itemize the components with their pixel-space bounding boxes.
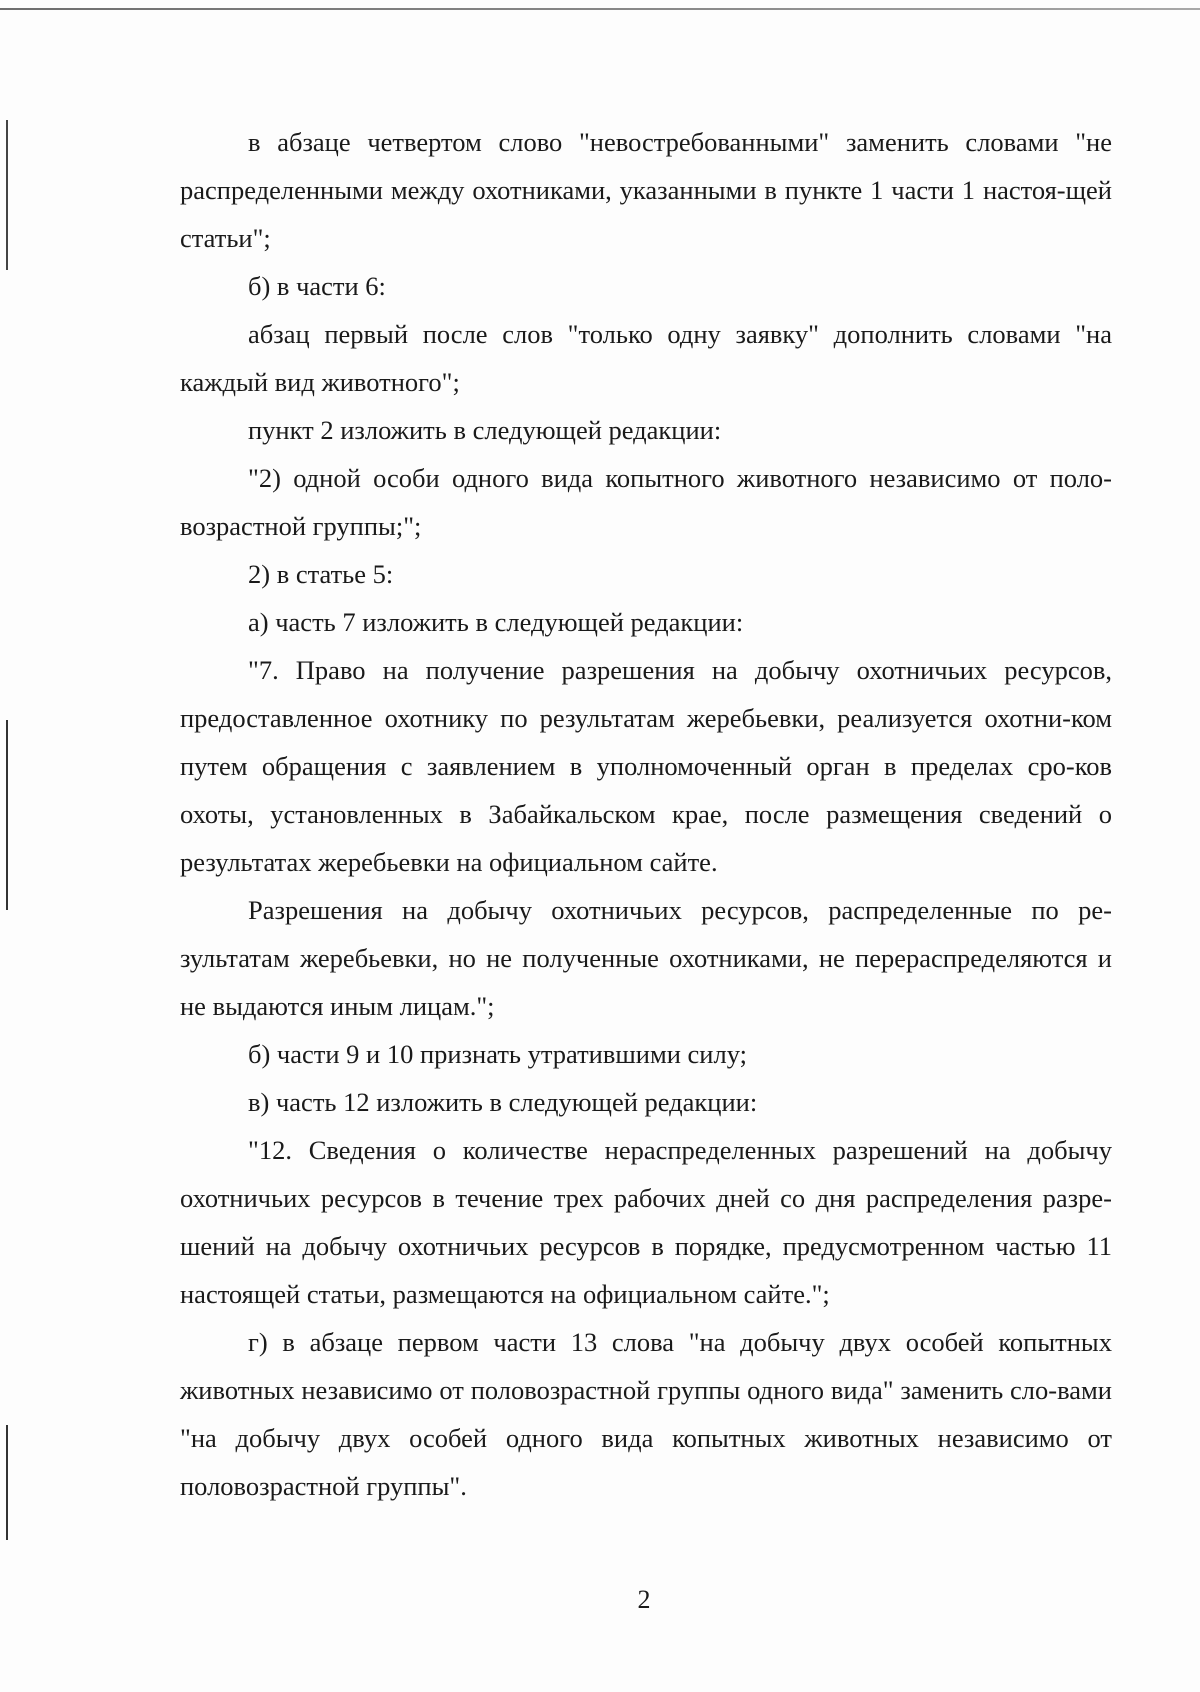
scan-edge-left: [6, 120, 8, 270]
paragraph: в абзаце четвертом слово "невостребованными" заменить словами "не распределенными между охотниками, указанными в пункте 1 части 1 настоя-щей статьи";: [180, 127, 1112, 253]
page-number: 2: [637, 1585, 651, 1614]
scan-edge-left: [6, 720, 8, 910]
paragraph: б) в части 6:: [248, 271, 386, 301]
scan-edge-left: [6, 1425, 8, 1540]
paragraph: Разрешения на добычу охотничьих ресурсов, распределенные по ре-зультатам жеребьевки, но не полученные охотниками, не перераспределяются и не выдаются иным лицам.";: [180, 895, 1112, 1021]
paragraph: г) в абзаце первом части 13 слова "на добычу двух особей копытных животных независимо от половозрастной группы одного вида" заменить сло-вами "на добычу двух особей одного вида копытных животных независимо от половозрастной группы".: [180, 1327, 1112, 1501]
paragraph: б) части 9 и 10 признать утратившими силу;: [248, 1039, 747, 1069]
paragraph: а) часть 7 изложить в следующей редакции:: [248, 607, 744, 637]
paragraph: пункт 2 изложить в следующей редакции:: [248, 415, 722, 445]
scan-edge-top: [0, 8, 1200, 10]
document-body: [180, 118, 1112, 1510]
paragraph: в) часть 12 изложить в следующей редакции:: [248, 1087, 758, 1117]
paragraph: "7. Право на получение разрешения на добычу охотничьих ресурсов, предоставленное охотнику по результатам жеребьевки, реализуется охотни-ком путем обращения с заявлением в уполномоченный орган в пределах сро-ков охоты, установленных в Забайкальском крае, после размещения сведений о результатах жеребьевки на официальном сайте.: [180, 655, 1112, 877]
paragraph: "2) одной особи одного вида копытного животного независимо от поло-возрастной группы;";: [180, 463, 1112, 541]
paragraph: абзац первый после слов "только одну заявку" дополнить словами "на каждый вид животного";: [180, 319, 1112, 397]
paragraph: 2) в статье 5:: [248, 559, 394, 589]
paragraph: "12. Сведения о количестве нераспределенных разрешений на добычу охотничьих ресурсов в течение трех рабочих дней со дня распределения разре-шений на добычу охотничьих ресурсов в порядке, предусмотренном частью 11 настоящей статьи, размещаются на официальном сайте.";: [180, 1135, 1112, 1309]
